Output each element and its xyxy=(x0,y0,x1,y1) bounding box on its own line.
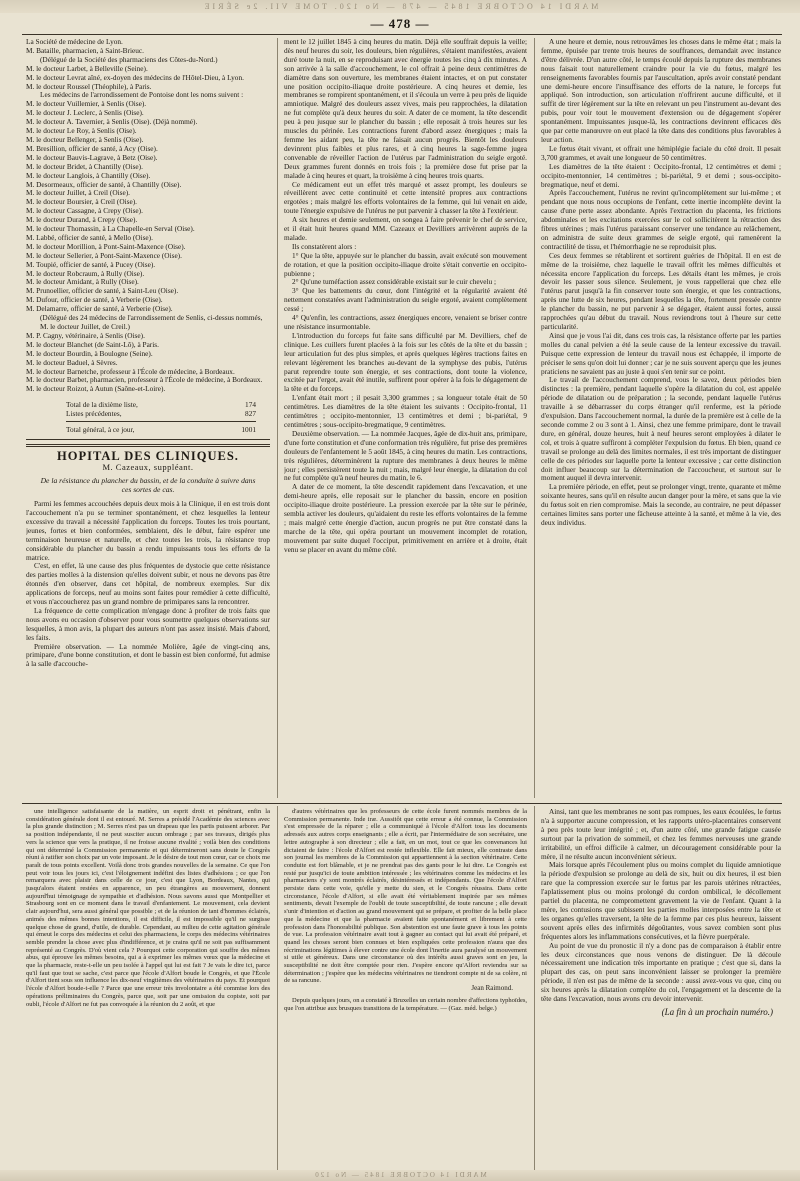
paragraph: Mais lorsque après l'écoulement plus ou moins complet du liquide amniotique la période d'expulsion se prolonge au delà de six, huit ou dix heures, il est bien rare que la compression exercée sur le fœtus par les parois utérines rétractées, l'aplatissement plus ou moins prolongé du cordon ombilical, le décollement partiel du placenta, ne compromettent gravement la vie de l'enfant. Quant à la mère, les contusions que subissent les parties molles interposées entre la tête et les organes qu'elles traversent, la tête de la femme par ces plus heureux, laissent souvent après elles des infirmités dégoûtantes, vous savez combien sont plus fréquentes alors les inflammations consécutives, et la fièvre puerpérale. xyxy=(541,860,781,941)
totals-block xyxy=(66,400,256,434)
paragraph: Le fœtus était vivant, et offrait une hémiplégie faciale du côté droit. Il pesait 3,700 grammes, et avait une longueur de 50 centimètres. xyxy=(541,143,781,162)
paragraph: 2° Qu'une tuméfaction assez considérable existait sur le cuir chevelu ; xyxy=(292,277,497,287)
subscription-entry: M. Bresillion, officier de santé, à Acy (Oise). xyxy=(26,143,158,153)
subscription-entry: M. le docteur Juillet, à Creil (Oise). xyxy=(26,188,130,198)
subscription-entry: M. le docteur A. Tavernier, à Senlis (Oise). (Déjà nommé). xyxy=(26,117,198,127)
column-1-body xyxy=(26,500,270,669)
subscription-entry: M. le docteur Bellenger, à Senlis (Oise). xyxy=(26,134,144,144)
column-1 xyxy=(26,38,270,800)
paragraph: C'est, en effet, là une cause des plus fréquentes de dystocie que cette résistance des parties molles à la distension qu'elles doivent subir, et nous ne devons pas être étonnés d'en observer, dans cet hôpital, de nombreux exemples. Sur dix applications de forceps, neuf au moins sont faites pour remédier à cette difficulté, et vous n'accoucherez pas un grand nombre de primipares sans la rencontrer. xyxy=(26,561,270,607)
column-2 xyxy=(284,38,527,800)
total-general-value: 1001 xyxy=(241,425,256,435)
total-row1-label: Total de la dixième liste, xyxy=(66,400,138,410)
bleed-through-top: MARDI 14 OCTOBRE 1845 — 478 — No 120. TOME VII. 2e SÉRIE xyxy=(0,0,800,13)
subscription-entry: M. le docteur Bourdin, à Boulogne (Seine). xyxy=(26,348,153,358)
subscription-entry: M. le docteur Robcraum, à Rully (Oise). xyxy=(26,268,145,278)
subscription-entry: M. le docteur Blanchet (de Saint-Lô), à Paris. xyxy=(26,339,159,349)
feuilleton-left xyxy=(26,808,270,1170)
subscription-entry: M. le docteur Cassagne, à Crepy (Oise). xyxy=(26,206,143,216)
subscription-entry: M. le docteur Sellerier, à Pont-Saint-Maxence (Oise). xyxy=(26,250,182,260)
total-row2-value: 827 xyxy=(245,409,256,419)
total-row2-label: Listes précédentes, xyxy=(66,409,122,419)
section-chef: M. Cazeaux, suppléant. xyxy=(102,462,194,473)
column-divider xyxy=(534,806,535,1170)
subscription-entry: M. le docteur Baduel, à Sèvres. xyxy=(26,357,118,367)
section-rule xyxy=(26,439,270,440)
paragraph: A six heures et demie seulement, on songea à faire prévenir le chef de service, et il était huit heures quand MM. Cazeaux et Devilliers arrivèrent auprès de la malade. xyxy=(284,215,527,242)
section-heading: HOPITAL DES CLINIQUES. xyxy=(57,449,239,464)
paragraph: Les diamètres de la tête étaient : Occipito-frontal, 12 centimètres et demi ; occipito-mentonnier, 14 centimètres ; bi-pariétal, 9 et demi ; sous-occipito-bregmatique, neuf et demi. xyxy=(541,161,781,189)
paragraph: Première observation. — La nommée Molière, âgée de vingt-cinq ans, primipare, d'une bonne constitution, et dont le bassin est bien conformé, fut admise à la salle d'accouche- xyxy=(26,641,270,669)
paragraph: La fréquence de cette complication m'engage donc à profiter de trois faits que nous avons eu occasion d'observer pour vous soumettre quelques observations sur lesquelles, à mon avis, la plupart des auteurs n'ont pas assez insisté. Mais d'abord, les faits. xyxy=(26,605,270,642)
paragraph: Ainsi que je vous l'ai dit, dans ces trois cas, la résistance offerte par les parties molles du canal pelvien a été la seule cause de la lenteur excessive du travail. Puisque cette expression de lenteur du travail nous est échappée, il importe de préciser le sens qu'on doit lui donner ; car je ne suis souvent aperçu que les jeunes praticiens ne savaient pas au juste à quoi s'en tenir sur ce point. xyxy=(541,330,781,376)
column-divider xyxy=(277,38,278,798)
subscription-entry: M. Dufour, officier de santé, à Verberie (Oise). xyxy=(26,295,163,305)
feuilleton-rule xyxy=(22,803,782,804)
subscription-entry: M. Delamarre, officier de santé, à Verberie (Oise). xyxy=(26,304,173,314)
subscription-list xyxy=(26,38,270,394)
paragraph: Parmi les femmes accouchées depuis deux mois à la Clinique, il en est trois dont l'accouchement n'a pu se terminer spontanément, et chez lesquelles la lenteur excessive du travail a nécessité l'application du forceps. Toutes les trois pourtant, jeunes, fortes et bien conformées, semblaient, dès le début, faire espérer une terminaison heureuse et naturelle, et chez toutes les trois, la résistance trop considérable du plancher du bassin a rendu impuissants tous les efforts de la matrice. xyxy=(26,499,270,562)
total-row1-value: 174 xyxy=(245,400,256,410)
subscription-entry: M. le docteur Le Roy, à Senlis (Oise). xyxy=(26,126,137,136)
paragraph: 3° Que les battements du cœur, dont l'intégrité et la régularité avaient été nettement constatées avant l'administration du seigle ergoté, avaient complètement cessé ; xyxy=(284,286,527,314)
subscription-entry: M. le docteur Roussel (Théophile), à Paris. xyxy=(26,81,152,91)
subscription-entry: M. Desormeaux, officier de santé, à Chantilly (Oise). xyxy=(26,179,182,189)
subscription-entry: M. Labbé, officier de santé, à Mello (Oise). xyxy=(26,232,153,242)
paragraph: Ils constatèrent alors : xyxy=(292,241,357,251)
paragraph: Au point de vue du pronostic il n'y a donc pas de comparaison à établir entre les deux circonstances que nous venons de distinguer. De là découle nécessairement une indication très importante en pratique ; c'est que si, dans la plupart des cas, on peut sans inconvénient laisser se prolonger la première période, il n'en est pas de même de la seconde : aussi avez-vous vu que, cinq ou six heures après la dilatation complète du col, l'engagement et la descente de la tête dans l'excavation, nous avons cru devoir intervenir. xyxy=(541,940,781,1004)
column-3-continued xyxy=(541,808,781,1170)
subscription-entry: M. le docteur Barbet, pharmacien, professeur à l'École de médecine, à Bordeaux. xyxy=(26,375,263,385)
subscription-entry: (Délégué de la Société des pharmaciens des Côtes-du-Nord.) xyxy=(40,54,218,64)
subscription-entry: M. le docteur Vuillemier, à Senlis (Oise). xyxy=(26,99,147,109)
paragraph: A dater de ce moment, la tête descendit rapidement dans l'excavation, et une demi-heure après, elle reposait sur le plancher du bassin, encore en position occipito-iliaque droite postérieure. La pression exercée par la tête sur le périnée, sembla activer les douleurs, qu'aidaient du reste les efforts volontaires de la femme ; mais malgré cette énergie d'action, aucun progrès ne put être constaté dans la marche de la tête, qui opéra pourtant un mouvement incomplet de rotation, mouvement par suite duquel l'occiput, primitivement en arrière et à droite, était venu se placer en avant du même côté. xyxy=(284,482,527,554)
subscription-entry: M. le docteur Bauvis-Lagrave, à Betz (Oise). xyxy=(26,152,158,162)
top-rule xyxy=(22,34,782,35)
paragraph: Ainsi, tant que les membranes ne sont pas rompues, les eaux écoulées, le fœtus n'a à supporter aucune compression, et les rapports utéro-placentaires conservent à peu près toute leur intégrité ; et, d'un autre côté, une grande fatigue causée surtout par la privation de sommeil, et chez les femmes nerveuses une grande irritabilité, un effroi difficile à calmer, un découragement considérable pour la mère, il ne résulte aucun inconvénient sérieux. xyxy=(541,808,781,861)
subscription-entry: M. P. Cagny, vétérinaire, à Senlis (Oise). xyxy=(26,330,145,340)
column-3 xyxy=(541,38,781,800)
subscription-entry: La Société de médecine de Lyon. xyxy=(26,38,123,46)
feuilleton-middle-text: d'autres vétérinaires que les professeurs de cette école furent nommés membres de la Commission permanente. Inde iræ. Aussitôt que cette erreur a été connue, la Commission s'est empressée de la réparer ; elle a communiqué à l'école d'Alfort tous les documents adressés aux autres corps enseignants ; elle a écrit, par l'intermédiaire de son secrétaire, une lettre autographe à son directeur ; elle a fait, en un mot, tout ce que les convenances lui dictaient de faire : l'école d'Alfort est restée inflexible. Elle fait mieux, elle contraste dans son journal les membres de la Commission qui appartiennent à la section vétérinaire. Cette conduite est fort blâmable, et je ne prendrai pas des gants pour le lui dire. Le Congrès est resté pur jusqu'ici de toute ambition intéressée ; les vétérinaires comme les médecins et les pharmaciens s'y sont montrés éclairés, désintéressés et indépendants. Que l'école d'Alfort persiste dans cette voie, qu'elle y mette du sien, et le Congrès réussira. Dans cette circonstance, l'école d'Alfort, si elle avait été véritablement inspirée par ses mêmes sentiments, devait l'exemple de l'oubli de toute susceptibilité, de toute rancune ; elle devait s'unir d'intention et d'action au grand mouvement qui se prépare, et profiter de la belle place que la médecine et que la pharmacie avaient faite spontanément et librement à cette profession dans l'honorabilité publique. Son abstention est une faute grave à tous les points de vue. La profession vétérinaire avait tout à gagner au contact qui lui avait été préparé, et quand les choses seront bien connues et bien expliquées cette profession n'aura que des récriminations légitimes à élever contre une école dont l'inertie aura paralysé un mouvement si utile et généreux. Dans une circonstance où des intérêts aussi graves sont en jeu, la susceptibilité ne doit être comptée pour rien. J'espère encore qu'Alfort reviendra sur sa détermination ; j'espère que les médecins vétérinaires ne tiendront compte ni de sa colère, ni de sa rancune. xyxy=(284,808,527,985)
page-number: — 478 — xyxy=(370,16,430,31)
column-divider xyxy=(534,38,535,798)
subscription-entry: M. le docteur Langlois, à Chantilly (Oise). xyxy=(26,170,151,180)
paragraph: 1° Que la tête, appuyée sur le plancher du bassin, avait exécuté son mouvement de rotation, et que la position occipito-iliaque droite s'était convertie en occipito-pubienne ; xyxy=(284,250,527,278)
paragraph: L'introduction du forceps fut faite sans difficulté par M. Devilliers, chef de clinique. Les cuillers furent placées à la fois sur les côtés de la tête et du bassin ; leur articulation fut des plus simples, et après quelques légères tractions faites en relevant légèrement les branches au-devant de la symphyse des pubis, l'utérus parut reprendre toute son énergie, et ses contractions, dont toute la violence, excitée par l'ergot, avait été inutile, suffirent pour opérer à la fois le dégagement de la tête et du forceps. xyxy=(284,330,527,394)
continued-note: (La fin à un prochain numéro.) xyxy=(661,1006,773,1017)
feuilleton-left-text: une intelligence satisfaisante de la matière, un esprit droit et pénétrant, enfin la considération générale dont il est entouré. M. Serres a présidé l'Académie des sciences avec la plus grande distinction ; M. Serres n'est pas un drapeau que les partis puissent arborer. Par sa position indépendante, il ne peut susciter aucun ombrage ; par ses travaux, dirigés plus vers la science que vers la pratique, il ne froisse aucune rivalité ; voilà bien des conditions qui ont déterminé la Commission permanente et qui détermineront sans doute le Congrès réuni à ratifier son choix par un vote imposant. Je le désire de tout mon cœur, car ce choix me paraît de tous points excellent. Voilà donc trois grandes nouvelles de la semaine. Ce que l'on peut voir tous les jours ici, c'est l'éloignement indéfini des listes d'adhésions ; ce que l'on remarquera avec plaisir dans celle de ce jour, c'est que Lyon, Bordeaux, Nantes, qui jusqu'alors étaient restées en apparence, un peu étrangères au mouvement, donnent aujourd'hui témoignage de sympathie et d'adhésion. Nous savons aussi que Montpellier et Strasbourg sont en ce moment dans le travail d'enfantement. Le mouvement, cela devient clair aujourd'hui, sera aussi général que possible ; et de la réunion de tant d'hommes éclairés, animés des mêmes bonnes intentions, il est difficile, il est impossible qu'il ne surgisse quelque chose de grand, d'utile, de durable. Cependant, au milieu de cette agitation générale qui émeut le corps des médecins et celui des pharmaciens, le corps des médecins vétérinaires semble prendre la chose avec plus d'indifférence, et je crains qu'il ne soit pas suffisamment représenté au Congrès. D'où vient cela ? Pourquoi cette corporation qui souffre des mêmes abus, qui éprouve les mêmes besoins, qui a à exprimer les mêmes vœux que la médecine et que la pharmacie, reste-t-elle un peu isolée à l'appel qui lui est fait ? Je vais le dire ici, parce qu'il faut que tout se sache, c'est parce que l'école d'Alfort boude le Congrès, et que l'École d'Alfort tient sous son influence les dix-neuf vingtièmes des vétérinaires du pays. Et pourquoi l'école d'Alfort boude-t-elle ? Parce que une erreur très involontaire a été commise lors des opérations préliminaires du Congrès, parce que, soit par une omission du copiste, soit par oubli, l'école d'Alfort ne fut pas convoquée à la réunion du 2 août, et que xyxy=(26,808,270,1008)
signature: Jean Raimond. xyxy=(471,984,513,993)
subscription-entry: M. Prunoellier, officier de santé, à Saint-Leu (Oise). xyxy=(26,286,179,296)
paragraph: Après l'accouchement, l'utérus ne revint qu'incomplètement sur lui-même ; et pendant que nous nous occupions de l'enfant, cette inertie incomplète devint la cause d'une perte assez abondante. Après l'extraction du placenta, les frictions abdominales et les excitations exercées sur le col sollicitèrent la rétraction des fibres utérines ; mais l'utérus paraissant conserver une tendance au relâchement, on administra de suite deux grammes de seigle ergoté, qui ramenèrent la contractilité de tissu, et l'hémorrhagie ne se reproduisit plus. xyxy=(541,188,781,251)
subscription-entry: M. le docteur Roizot, à Autun (Saône-et-Loire). xyxy=(26,384,166,394)
totals-rule xyxy=(66,421,256,422)
paragraph: A une heure et demie, nous retrouvâmes les choses dans le même état ; mais la femme, épuisée par trente trois heures de souffrances, demandait avec instance d'être délivrée. D'un autre côté, le temps écoulé depuis la rupture des membranes nous faisait tout naturellement craindre pour la vie du fœtus, malgré les renseignements favorables fournis par l'auscultation, après avoir constaté pendant une demi-heure encore l'insuffisance des efforts de la nature, le forceps fut appliqué. Son introduction, son articulation n'offrirent aucune difficulté, et il suffit de tirer légèrement sur la tête en relevant un peu l'instrument au-devant des pubis, pour voir tout le mouvement d'extension ou de dégagement s'opérer spontanément. Impuissantes jusque-là, les contractions devinrent efficaces dès que par cette manœuvre on eut placé la tête dans des conditions plus favorables à leur action. xyxy=(541,38,781,144)
bleed-through-bottom: MARDI 14 OCTOBRE 1845 — No 120 xyxy=(0,1170,800,1181)
paragraph: 4° Qu'enfin, les contractions, assez énergiques encore, venaient se briser contre une résistance insurmontable. xyxy=(284,313,527,331)
subscription-entry: M. le docteur Morillion, à Pont-Saint-Maxence (Oise). xyxy=(26,241,186,251)
news-item: Depuis quelques jours, on a constaté à Bruxelles un certain nombre d'affections typhoïdes, que l'on attribue aux brusques transitions de la température. — (Gaz. méd. belge.) xyxy=(284,996,527,1012)
section-subtitle: De la résistance du plancher du bassin, et de la conduite à suivre dans ces sortes de cas. xyxy=(40,476,256,495)
subscription-entry: M. le docteur Bridet, à Chantilly (Oise). xyxy=(26,161,143,171)
section-double-rule xyxy=(26,444,270,447)
column-divider xyxy=(277,806,278,1170)
subscription-entry: M. le docteur Larbet, à Belleville (Seine). xyxy=(26,63,148,73)
paragraph: Le travail de l'accouchement comprend, vous le savez, deux périodes bien distinctes : la première, pendant laquelle s'opère la dilatation du col, est appelée période de dilatation ou de préparation ; la seconde, pendant laquelle l'utérus travaille à se débarrasser du corps étranger qu'il renferme, est la période d'expulsion. Dans l'accouchement normal, la durée de la première est à celle de la seconde comme 2 ou 3 sont à 1. Ainsi, chez une femme primipare, dont le travail dure, en général, douze heures, huit à neuf heures seront employées à dilater le col, et trois à quatre suffiront à compléter l'expulsion du fœtus. Eh bien, quand ce travail se prolonge au delà des limites normales, il est très important de distinguer celle de ces périodes sur laquelle porte la lenteur excessive ; car cette distinction doit influer beaucoup sur la détermination de l'accoucheur, et surtout sur le moment auquel il devra intervenir. xyxy=(541,375,781,483)
subscription-entry: M. Toupié, officier de santé, à Pucey (Oise). xyxy=(26,259,156,269)
paragraph: Deuxième observation. — La nommée Jacques, âgée de dix-huit ans, primipare, d'une forte constitution et d'une conformation très régulière, fut prise des premières douleurs de l'enfantement le 5 août 1845, à cinq heures du matin. Les contractions, très régulières, déterminèrent la rupture des membranes à deux heures le même jour ; elles persistèrent toute la nuit ; mais, malgré leur énergie, la dilatation du col ne fut complète qu'à neuf heures du matin, le 6. xyxy=(284,428,527,483)
feuilleton-middle xyxy=(284,808,527,1170)
paragraph: La première période, en effet, peut se prolonger vingt, trente, quarante et même soixante heures, sans qu'il en résulte aucun danger pour la mère, et sans que la vie du fœtus soit en rien compromise. Mais la seconde, au contraire, ne peut dépasser certaines limites sans porter une fâcheuse atteinte à la santé, et même à la vie, des deux individus. xyxy=(541,482,781,527)
subscription-entry: M. le docteur Levrat aîné, ex-doyen des médecins de l'Hôtel-Dieu, à Lyon. xyxy=(26,72,244,82)
paragraph: Ce médicament eut un effet très marqué et assez prompt, les douleurs se réveillèrent avec cette continuité et cette intensité propres aux contractions ergotées ; mais malgré les efforts volontaires de la femme, qui lui venait en aide, toute l'énergie expulsive de l'utérus ne put parvenir à chasser la tête à l'extérieur. xyxy=(284,179,527,216)
subscription-entry: Les médecins de l'arrondissement de Pontoise dont les noms suivent : xyxy=(40,90,244,100)
paragraph: Ces deux femmes se rétablirent et sortirent guéries de l'hôpital. Il en est de même de la troisième, chez laquelle le travail offrit les mêmes difficultés et nécessita encore l'application du forceps. Les détails étant les mêmes, je crois devoir les passer sous silence. Seulement, je vous rappellerai que chez elle l'utérus parut jusqu'à la fin conserver toute son énergie, et que les contractions, après une lutte de six heures, pendant lesquelles la tête, fortement pressée contre le plancher du bassin, ne put parvenir à se dégager, étaient aussi fortes, aussi rapprochées qu'au début du travail. Nous reviendrons tout à l'heure sur cette particularité. xyxy=(541,250,781,331)
subscription-entry: M. le docteur J. Leclerc, à Senlis (Oise). xyxy=(26,108,144,118)
subscription-entry: M. Bataille, pharmacien, à Saint-Brieuc. xyxy=(26,45,144,55)
paragraph: L'enfant était mort ; il pesait 3,300 grammes ; sa longueur totale était de 50 centimètres. Les diamètres de la tête étaient les suivants : Occipito-frontal, 11 centimètres ; occipito-mentonnier, 13 centimètres et demi ; bi-pariétal, 9 centimètres ; sous-occipito-bregmatique, 9 centimètres. xyxy=(284,393,527,429)
subscription-entry: M. le docteur Boursier, à Creil (Oise). xyxy=(26,197,137,207)
subscription-entry: M. le docteur Amidant, à Rully (Oise). xyxy=(26,277,139,287)
subscription-entry: M. le docteur Thomassin, à La Chapelle-en Serval (Oise). xyxy=(26,224,195,234)
subscription-entry: M. le docteur Durand, à Crepy (Oise). xyxy=(26,215,138,225)
paragraph: ment le 12 juillet 1845 à cinq heures du matin. Déjà elle souffrait depuis la veille; dès neuf heures du soir, les douleurs, bien régulières, s'étaient manifestées, avaient duré toute la nuit, en se reproduisant avec énergie toutes les cinq à dix minutes. A son arrivée à la salle d'accouchement, le col offrait à peine deux centimètres de diamètre dans son ouverture, les membranes étaient intactes, et on put constater une position occipito-iliaque droite postérieure. A cinq heures et demie, les membranes se rompirent spontanément, et il s'écoula un verre à peu près de liquide amniotique. Malgré des douleurs assez vives, mais peu rapprochées, la dilatation ne fut complète qu'à deux heures du soir. A dater de ce moment, la tête descendit peu à peu jusque sur le plancher du bassin ; elle reposait à trois heures sur les muscles du périnée. Les contractions furent d'abord assez énergiques ; mais la femme les aidant peu, la tête ne faisait aucun progrès. Bientôt les douleurs devinrent plus faibles et plus rares, et à cinq heures la sage-femme jugea convenable de réveiller l'action de l'utérus par l'administration du seigle ergoté. Deux grammes furent donnés en trois fois ; la première dose fut prise par la malade à cinq heures et quart, la troisième à cinq heures trois quarts. xyxy=(284,38,527,180)
subscription-entry: (Délégué des 24 médecins de l'arrondissement de Senlis, ci-dessus nommés, M. le docteur Juillet, de Creil.) xyxy=(40,313,263,331)
total-general-label: Total général, à ce jour, xyxy=(66,425,135,435)
subscription-entry: M. le docteur Barnetche, professeur à l'École de médecine, à Bordeaux. xyxy=(26,366,235,376)
